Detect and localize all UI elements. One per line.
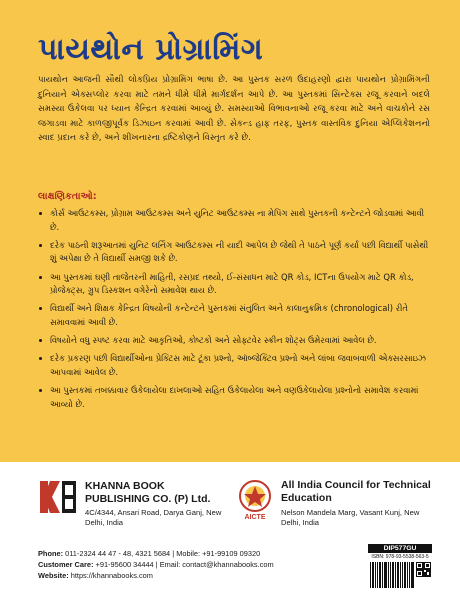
phone-value: 011-2324 44 47 - 48, 4321 5684 | Mobile: +91-99109 09320 xyxy=(65,549,261,558)
dip-code: DIP577GU xyxy=(368,544,432,553)
page-title: પાયથોન પ્રોગ્રામિંગ xyxy=(38,32,264,67)
barcode-icon xyxy=(368,561,432,593)
contact-phone-line xyxy=(38,548,358,559)
isbn-text: ISBN: 978-93-5538-563-5 xyxy=(371,554,429,560)
contact-website-line xyxy=(38,570,358,581)
contact-care-line xyxy=(38,559,358,570)
aicte-logo-text: AICTE xyxy=(244,514,266,521)
website-link[interactable]: https://khannabooks.com xyxy=(70,571,153,581)
features-heading: લાક્ષણિકતાઓ: xyxy=(38,191,97,202)
publisher-name: KHANNA BOOK PUBLISHING CO. (P) Ltd. xyxy=(85,480,211,505)
website-label: Website: xyxy=(38,571,69,581)
aicte-address: Nelson Mandela Marg, Vasant Kunj, New Delhi, India xyxy=(281,508,420,527)
publisher-address: 4C/4344, Ansari Road, Darya Ganj, New Delhi, India xyxy=(85,508,222,527)
features-list xyxy=(38,207,432,416)
feature-item: દરેક પાઠની શરૂઆતમાં યુનિટ લર્નિંગ આઉટકમ્સ ની યાદી આપેલ છે જેથી તે પાઠને પૂર્ણ કર્યા પછી વિદ્યાર્થી પાસેથી શું અપેક્ષા છે તે વિદ્યાર્થી સમજી શકે છે. xyxy=(38,239,432,266)
footer-panel xyxy=(0,462,460,609)
phone-label: Phone: xyxy=(38,549,64,558)
khanna-logo-icon xyxy=(38,477,78,517)
feature-item: કોર્સ આઉટકમ્સ, પ્રોગ્રામ આઉટકમ્સ અને યુનિટ આઉટકમ્સ ના મેપિંગ સાથે પુસ્તકની કન્ટેન્ટને જોડવામાં આવી છે. xyxy=(38,207,432,234)
aicte-logo-icon xyxy=(238,476,272,522)
intro-paragraph: પાયથોન આજની સૌથી લોકપ્રિય પ્રોગ્રામિંગ ભાષા છે. આ પુસ્તક સરળ ઉદાહરણો દ્વારા પાયથોન પ્રોગ્રામિંગની દુનિયાને એક્સપ્લોર કરવા માટે તમને ધીમે ધીમે માર્ગદર્શન આપે છે. આ પુસ્તકમાં સિન્ટેક્સ રજૂ કરવાને બદલે સમસ્યા ઉકેલવા પર ધ્યાન કેન્દ્રિત કરવામાં આવ્યું છે. સમસ્યાઓ વિભાવનાઓ રજૂ કરવા માટે અને વાચકોને રસ જગાડવા માટે કાળજીપૂર્વક ડિઝાઇન કરવામાં આવી છે. સેકન્ડ હાફ તરફ, પુસ્તક વાસ્તવિક દુનિયા એપ્લિકેશનનો સ્વાદ પ્રદાન કરે છે, અને શીખનારના દ્રષ્ટિકોણને વિસ્તૃત કરે છે. xyxy=(38,75,430,144)
feature-item: આ પુસ્તકમાં ઘણી તાજેતરની માહિતી, રસપ્રદ તથ્યો, ઈ-સંસાધન માટે QR કોડ, ICTના ઉપયોગ માટે QR કોડ, પ્રોજેક્ટ્સ, ગ્રુપ ડિસ્કશન વગેરેનો સમાવેશ થાય છે. xyxy=(38,271,432,298)
feature-item: વિષયોને વધુ સ્પષ્ટ કરવા માટે આકૃતિઓ, કોષ્ટકો અને સોફ્ટવેર સ્ક્રીન શોટ્સ ઉમેરવામાં આવેલ છે. xyxy=(38,334,432,348)
feature-item: વિદ્યાર્થી અને શિક્ષક કેન્દ્રિત વિષયોની કન્ટેન્ટને પુસ્તકમાં સંતુલિત અને કાલાનુક્રમિક (chronological) રીતે સમાવવામાં આવી છે. xyxy=(38,302,432,329)
aicte-name: All India Council for Technical Education xyxy=(281,479,431,504)
care-label: Customer Care: xyxy=(38,560,94,570)
feature-item: આ પુસ્તકમાં તબક્કાવાર ઉકેલાયેલા દાખલાઓ સહિત ઉકેલાયેલા અને વણઉકેલાયેલા પ્રશ્નોનો સમાવેશ કરવામાં આવ્યો છે. xyxy=(38,384,432,411)
barcode-block xyxy=(368,544,432,593)
contact-block xyxy=(38,548,358,582)
care-value: +91-95600 34444 | Email: contact@khannabooks.com xyxy=(95,560,274,570)
feature-item: દરેક પ્રકરણ પછી વિદ્યાર્થીઓના પ્રેક્ટિસ માટે ટૂંકા પ્રશ્નો, ઑબ્જેક્ટિવ પ્રશ્નો અને લાંબા જવાબવાળી એક્સરસાઇઝ આપવામાં આવેલ છે. xyxy=(38,352,432,379)
